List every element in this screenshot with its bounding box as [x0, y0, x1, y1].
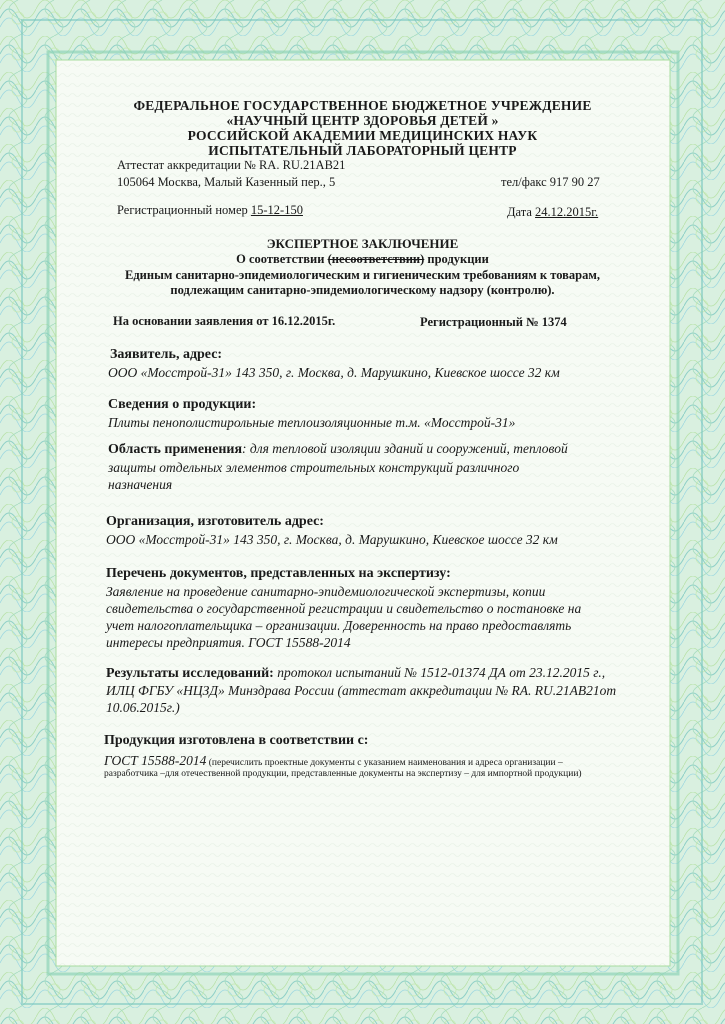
- date-label: Дата: [507, 205, 536, 219]
- conformity-struck: (несоответствии): [327, 252, 425, 266]
- scope-line-3: назначения: [108, 477, 173, 492]
- made-per-value: ГОСТ 15588-2014: [104, 753, 207, 768]
- product-label: Сведения о продукции:: [108, 397, 257, 412]
- conformity-prefix: О соответствии: [236, 252, 328, 266]
- results-line-1: [106, 664, 605, 682]
- requirements-line-2: подлежащим санитарно-эпидемиологическому надзору (контролю).: [170, 283, 555, 297]
- registration-number: [117, 203, 303, 218]
- made-per-note-1: (перечислить проектные документы с указанием наименования и адреса организации –: [206, 758, 563, 768]
- phone: тел/факс 917 90 27: [501, 175, 600, 189]
- date-value: 24.12.2015г.: [535, 205, 599, 219]
- requirements-line-1: Единым санитарно-эпидемиологическим и гигиеническим требованиям к товарам,: [125, 268, 600, 282]
- conformity-suffix: продукции: [424, 252, 489, 266]
- scope-line-1: [108, 441, 568, 458]
- basis: На основании заявления от 16.12.2015г.: [113, 314, 336, 328]
- results-line-3: 10.06.2015г.): [106, 700, 180, 715]
- results-label: Результаты исследований:: [106, 666, 274, 681]
- scope-label: Область применения: [108, 442, 243, 457]
- applicant-label: Заявитель, адрес:: [110, 347, 223, 362]
- documents-line-3: учет налогоплательщика – организации. Доверенность на право предоставлять: [106, 618, 572, 633]
- date: [507, 205, 598, 220]
- results-line-2: ИЛЦ ФГБУ «НЦЗД» Минздрава России (аттестат аккредитации № RA. RU.21АВ21от: [106, 683, 617, 698]
- registration-value: 15-12-150: [250, 203, 303, 217]
- documents-line-2: свидетельства о государственной регистрации и свидетельство о постановке на: [106, 601, 582, 616]
- address: 105064 Москва, Малый Казенный пер., 5: [117, 175, 336, 189]
- documents-label: Перечень документов, представленных на экспертизу:: [106, 566, 451, 581]
- accreditation: Аттестат аккредитации № RA. RU.21АВ21: [117, 158, 346, 172]
- documents-line-4: интересы предприятия. ГОСТ 15588-2014: [106, 635, 351, 650]
- manufacturer-value: ООО «Мосстрой-31» 143 350, г. Москва, д. Марушкино, Киевское шоссе 32 км: [106, 532, 558, 547]
- registration-label: Регистрационный номер: [117, 203, 251, 217]
- results-value-1: протокол испытаний № 1512-01374 ДА от 23.12.2015 г.,: [273, 665, 606, 680]
- basis-reg-number: Регистрационный № 1374: [420, 315, 567, 329]
- document-title: ЭКСПЕРТНОЕ ЗАКЛЮЧЕНИЕ: [266, 236, 459, 251]
- documents-line-1: Заявление на проведение санитарно-эпидемиологической экспертизы, копии: [106, 584, 546, 599]
- made-per-line-1: [104, 752, 563, 770]
- header-line-2: «НАУЧНЫЙ ЦЕНТР ЗДОРОВЬЯ ДЕТЕЙ »: [226, 113, 499, 128]
- header-line-1: ФЕДЕРАЛЬНОЕ ГОСУДАРСТВЕННОЕ БЮДЖЕТНОЕ УЧРЕЖДЕНИЕ: [133, 98, 592, 113]
- scope-line-2: защиты отдельных элементов строительных конструкций различного: [108, 460, 520, 475]
- scope-value-1: : для тепловой изоляции зданий и сооружений, тепловой: [242, 441, 568, 456]
- made-per-label: Продукция изготовлена в соответствии с:: [104, 733, 369, 748]
- product-value: Плиты пенополистирольные теплоизоляционные т.м. «Мосстрой-31»: [108, 415, 516, 430]
- manufacturer-label: Организация, изготовитель адрес:: [106, 514, 324, 529]
- header-line-3: РОССИЙСКОЙ АКАДЕМИИ МЕДИЦИНСКИХ НАУК: [187, 128, 538, 143]
- conformity-line: [0, 252, 725, 267]
- made-per-note-2: разработчика –для отечественной продукции, представленные документы на экспертизу – для импортной продукции): [104, 769, 582, 779]
- header-line-4: ИСПЫТАТЕЛЬНЫЙ ЛАБОРАТОРНЫЙ ЦЕНТР: [208, 143, 517, 158]
- applicant-value: ООО «Мосстрой-31» 143 350, г. Москва, д. Марушкино, Киевское шоссе 32 км: [108, 365, 560, 380]
